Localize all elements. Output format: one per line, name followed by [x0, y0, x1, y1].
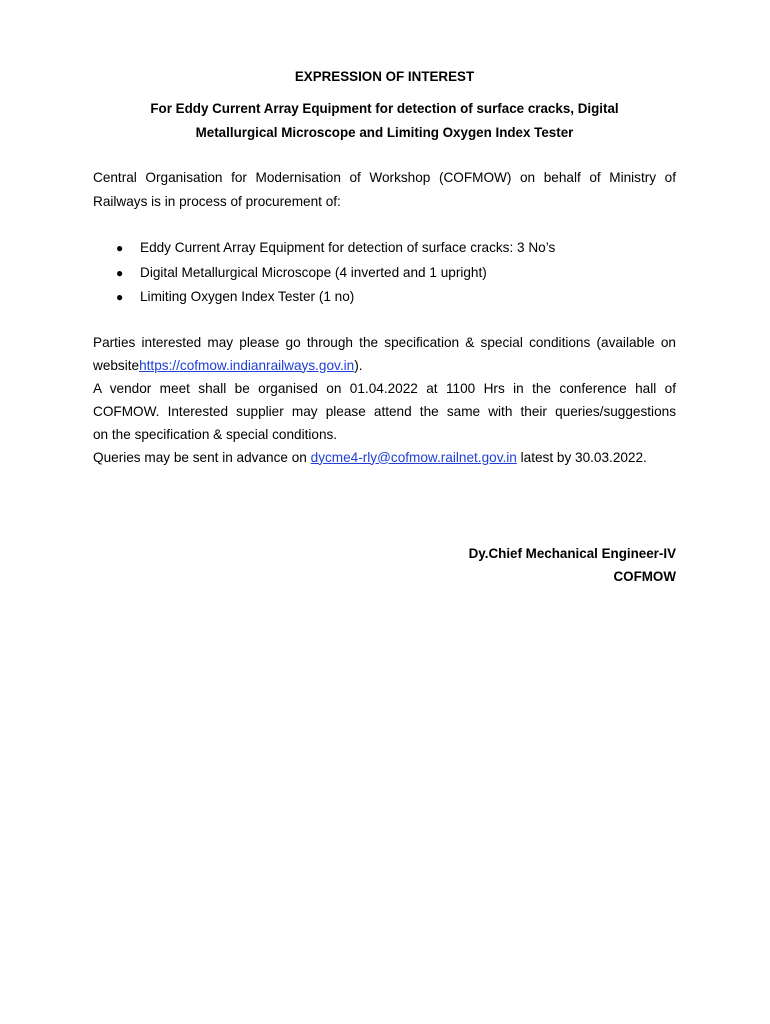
email-link[interactable]: dycme4-rly@cofmow.railnet.gov.in — [310, 449, 517, 465]
document-title: EXPRESSION OF INTEREST — [294, 69, 475, 84]
signatory-org: COFMOW — [613, 569, 676, 584]
list-item — [93, 285, 676, 310]
intro-paragraph: Central Organisation for Modernisation of Workshop (COFMOW) on behalf of Ministry of Railways is in process of procurement of: — [93, 170, 676, 209]
list-item-text: Limiting Oxygen Index Tester (1 no) — [140, 289, 355, 304]
bullet-icon: ● — [116, 265, 124, 280]
vendor-meet-line-3: on the specification & special conditions. — [93, 426, 338, 442]
details-section — [93, 331, 676, 469]
vendor-meet-line-1: A vendor meet shall be organised on 01.04.2022 at 1100 Hrs in the conference hall of — [93, 380, 676, 396]
signature-block — [93, 542, 676, 589]
bullet-icon: ● — [116, 241, 124, 255]
list-item — [93, 236, 676, 261]
website-prefix: website — [93, 357, 140, 373]
list-item-text: Eddy Current Array Equipment for detection of surface cracks: 3 No’s — [140, 240, 556, 255]
procurement-list — [93, 236, 676, 310]
list-item-text: Digital Metallurgical Microscope (4 inverted and 1 upright) — [140, 264, 487, 280]
queries-suffix: latest by 30.03.2022. — [516, 449, 647, 465]
list-item — [93, 261, 676, 286]
signatory-title: Dy.Chief Mechanical Engineer-IV — [468, 545, 676, 561]
queries-prefix: Queries may be sent in advance on — [93, 449, 311, 465]
subtitle-line-2: Metallurgical Microscope and Limiting Oxygen Index Tester — [195, 125, 574, 140]
queries-line — [93, 446, 676, 469]
specification-line: Parties interested may please go through the specification & special conditions (available on — [93, 334, 676, 350]
website-suffix: ). — [354, 357, 363, 373]
bullet-icon: ● — [116, 290, 124, 304]
vendor-meet-line-2: COFMOW. Interested supplier may please attend the same with their queries/suggestions — [93, 403, 676, 419]
website-link[interactable]: https://cofmow.indianrailways.gov.in — [139, 357, 355, 373]
website-line — [93, 354, 676, 377]
document-subtitle — [93, 97, 676, 145]
subtitle-line-1: For Eddy Current Array Equipment for detection of surface cracks, Digital — [150, 101, 619, 116]
